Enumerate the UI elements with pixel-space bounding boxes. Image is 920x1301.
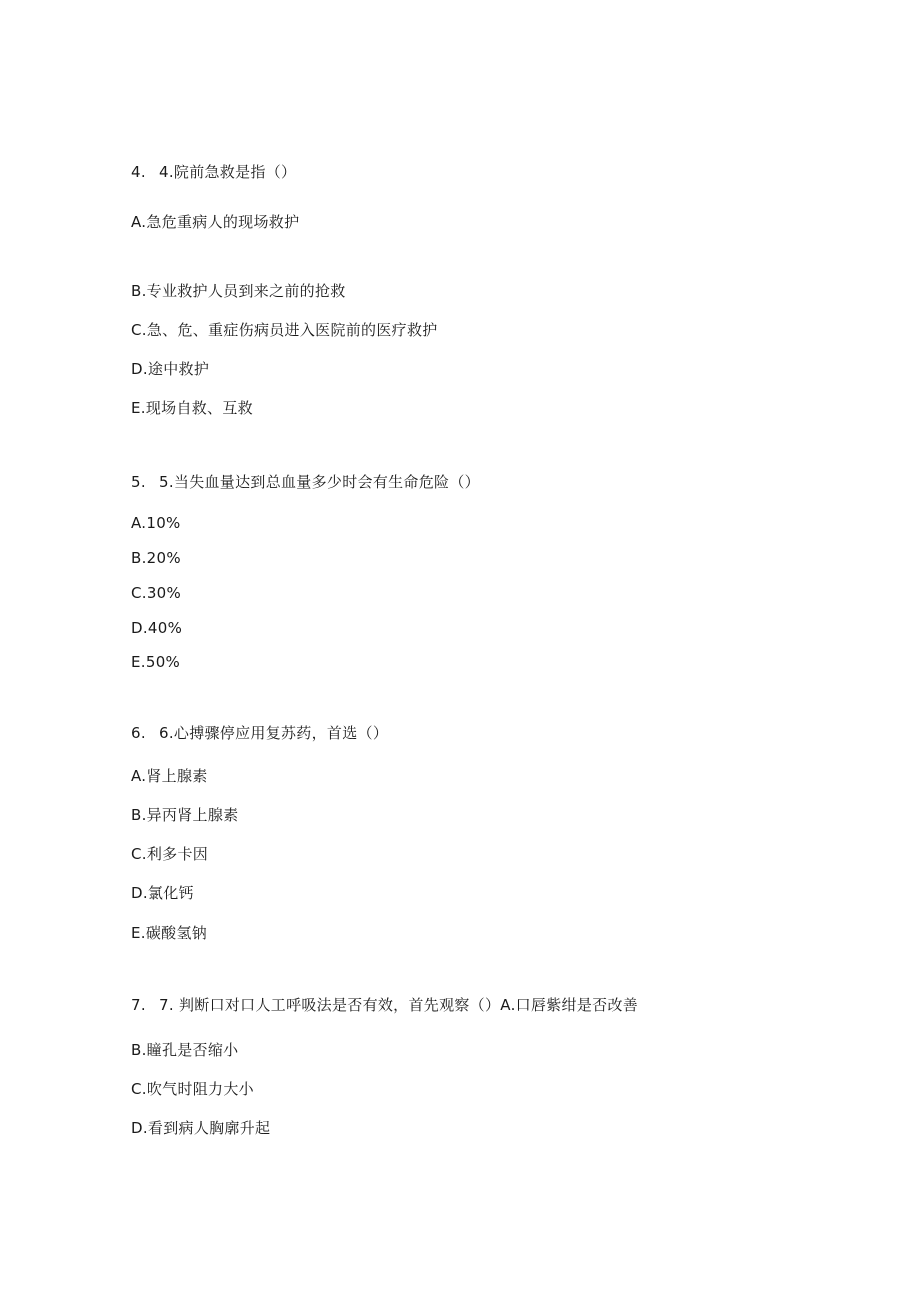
option-a: A.肾上腺素: [131, 767, 208, 785]
option-e: E.现场自救、互救: [131, 399, 253, 417]
option-c: C.利多卡因: [131, 845, 209, 863]
option-b: B.异丙肾上腺素: [131, 806, 239, 824]
question-number: 7.: [131, 996, 146, 1014]
option-c: C.吹气时阻力大小: [131, 1080, 254, 1098]
question-text: 7. 判断口对口人工呼吸法是否有效，首先观察（）A.口唇紫绀是否改善: [159, 996, 639, 1014]
option-b: B.20%: [131, 549, 181, 567]
option-e: E.50%: [131, 653, 181, 671]
option-d: D.40%: [131, 619, 183, 637]
question-7: [131, 995, 638, 1015]
question-5: [131, 472, 480, 492]
question-number: 4.: [131, 163, 146, 181]
question-text: 6.心搏骤停应用复苏药，首选（）: [159, 724, 389, 742]
option-a: A.急危重病人的现场救护: [131, 213, 300, 231]
option-a: A.10%: [131, 514, 181, 532]
question-number: 6.: [131, 724, 146, 742]
option-d: D.途中救护: [131, 360, 210, 378]
option-b: B.专业救护人员到来之前的抢救: [131, 282, 346, 300]
question-4: [131, 162, 296, 182]
option-b: B.瞳孔是否缩小: [131, 1041, 239, 1059]
option-d: D.氯化钙: [131, 884, 194, 902]
option-c: C.30%: [131, 584, 182, 602]
option-c: C.急、危、重症伤病员进入医院前的医疗救护: [131, 321, 438, 339]
question-number: 5.: [131, 473, 146, 491]
option-e: E.碳酸氢钠: [131, 924, 208, 942]
question-text: 4.院前急救是指（）: [159, 163, 297, 181]
question-6: [131, 723, 388, 743]
option-d: D.看到病人胸廓升起: [131, 1119, 271, 1137]
question-text: 5.当失血量达到总血量多少时会有生命危险（）: [159, 473, 480, 491]
